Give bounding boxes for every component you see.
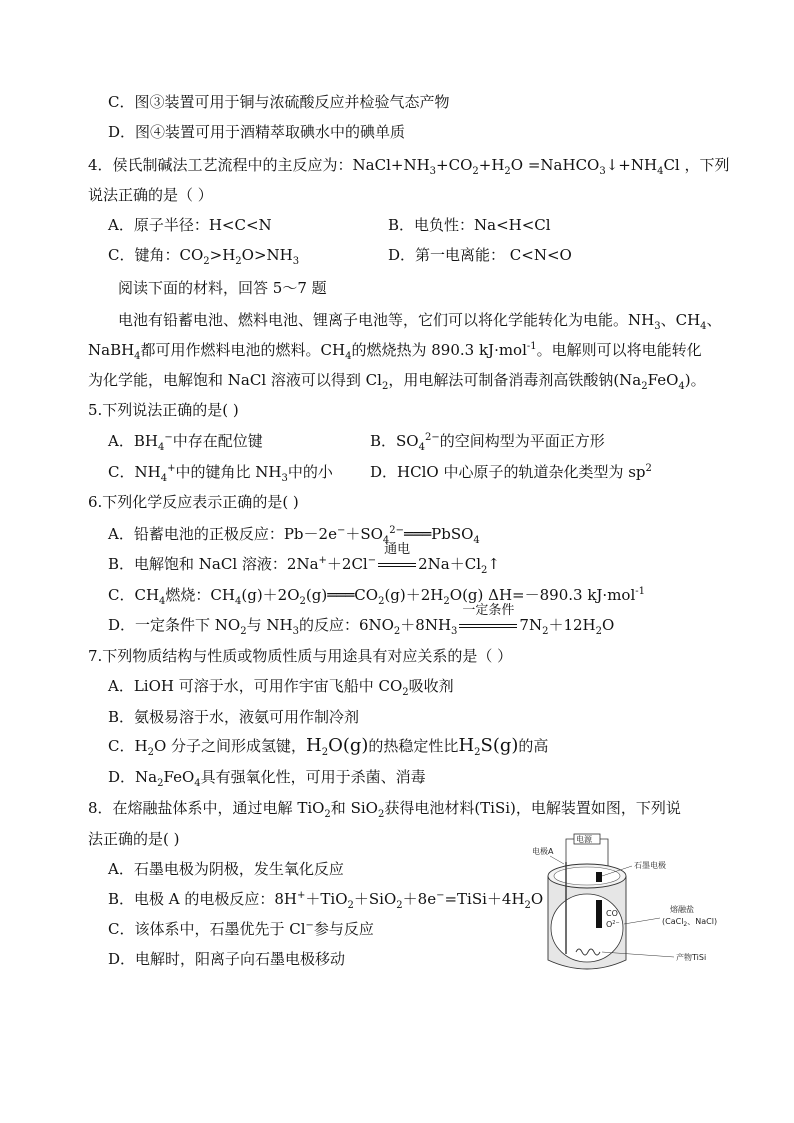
reading-paragraph-line3: 为化学能，电解饱和 NaCl 溶液可以得到 $Cl_2$，用电解法可制备消毒剂高铁酸钠$(Na_2FeO_4)$。 (88, 371, 706, 392)
q5-option-c: C．$NH_4^+$中的键角比 $NH_3$中的小 (108, 463, 333, 484)
graphite-electrode-top (596, 872, 602, 882)
q8-option-d: D．电解时，阳离子向石墨电极移动 (108, 950, 346, 968)
q5-option-b: B．$SO_4^{2-}$的空间构型为平面正方形 (370, 432, 605, 453)
reading-paragraph-line2: NaBH$_4$都可用作燃料电池的燃料。$CH_4$的燃烧热为 890.3 kJ·mol$^{-1}$。电解则可以将电能转化 (88, 341, 702, 362)
reading-paragraph-line1: 电池有铅蓄电池、燃料电池、锂离子电池等，它们可以将化学能转化为电能。$NH_3$、$CH_4$、 (118, 311, 722, 332)
gas-arrow: ↑ (487, 555, 500, 573)
reading-intro: 阅读下面的材料，回答 5～7 题 (118, 279, 327, 297)
q5-option-a: A．$BH_4^-$中存在配位键 (108, 432, 263, 453)
electrolysis-apparatus-diagram (530, 832, 730, 974)
power-source-label: 电源 (576, 835, 592, 844)
molten-salt-label: 熔融盐 (670, 905, 694, 914)
q4-option-c: C．键角：$CO_2>H_2O>NH_3$ (108, 246, 300, 267)
q8-option-a: A．石墨电极为阴极，发生氧化反应 (108, 860, 344, 878)
graphite-electrode (596, 900, 602, 928)
q4-stem-line2: 说法正确的是（ ） (88, 186, 213, 204)
q8-stem-line2: 法正确的是( ) (88, 830, 180, 848)
q7-stem: 7.下列物质结构与性质或物质性质与用途具有对应关系的是（ ） (88, 647, 513, 665)
molten-salt-leader (624, 918, 660, 924)
q5-option-d: D．HClO 中心原子的轨道杂化类型为 $sp^2$ (370, 463, 652, 481)
vessel-rim (554, 867, 620, 885)
q6-option-c: C．$CH_4$燃烧：$CH_4(g)+2O_2(g)═══CO_2(g)+2H_2O(g)$ ΔH=－890.3 kJ·mol$^{-1}$ (108, 586, 646, 607)
q4-option-b: B．电负性：Na<H<Cl (388, 216, 551, 234)
electrode-a-leader (550, 856, 564, 864)
q4-stem: 4．侯氏制碱法工艺流程中的主反应为：$NaCl+NH_3+CO_2+H_2O$ $=NaHCO_3↓+NH_4Cl$ ，下列 (88, 156, 730, 177)
q3-option-c: C．图③装置可用于铜与浓硫酸反应并检验气态产物 (108, 93, 450, 111)
electrode-a-label: 电极A (532, 847, 554, 856)
q5-stem: 5.下列说法正确的是( ) (88, 401, 239, 419)
q6-option-b: B．电解饱和 NaCl 溶液：2Na+＋2Cl− 通电 $2Na+Cl_2↑$ (108, 542, 500, 576)
q4-option-a: A．原子半径：H<C<N (108, 216, 272, 234)
q8-option-b: B．电极 A 的电极反应：$8H^++TiO_2+SiO_2+8e^-=TiSi+4H_2O$ (108, 890, 544, 911)
oxide-ion-label: $O^{2-}$ (606, 920, 620, 929)
q6-option-d: D．一定条件下 $NO_2$与 $NH_3$的反应：$6NO_2+8NH_3$ 一定条件 $7N_2+12H_2O$ (108, 603, 615, 637)
product-tisi-label: 产物TiSi (676, 953, 707, 962)
reaction-condition: 一定条件 (457, 614, 519, 636)
molten-salt-composition: (CaCl$_2$、NaCl) (662, 917, 718, 928)
q6-option-a: A．铅蓄电池的正极反应：$Pb-2e^-+SO_4^{2-}═══PbSO_4$ (108, 525, 480, 546)
co-gas-label: CO (606, 909, 618, 918)
q7-option-b: B．氨极易溶于水，液氨可用作制冷剂 (108, 708, 360, 726)
q7-option-c: C．$H_2O$ 分子之间形成氢键，$H_2O(g)$的热稳定性比$H_2S(g)$的高 (108, 735, 549, 758)
electrolysis-condition: 通电 (376, 553, 418, 575)
q7-option-a: A．LiOH 可溶于水，可用作宇宙飞船中 $CO_2$吸收剂 (108, 677, 454, 698)
q6-stem: 6.下列化学反应表示正确的是( ) (88, 493, 299, 511)
graphite-electrode-label: 石墨电极 (634, 861, 666, 870)
q3-option-d: D．图④装置可用于酒精萃取碘水中的碘单质 (108, 123, 406, 141)
q8-stem: 8．在熔融盐体系中，通过电解 TiO$_2$和 SiO$_2$获得电池材料(TiSi)，电解装置如图，下列说 (88, 799, 681, 820)
q8-option-c: C．该体系中，石墨优先于 Cl−参与反应 (108, 920, 374, 938)
q7-option-d: D．$Na_2FeO_4$具有强氧化性，可用于杀菌、消毒 (108, 768, 426, 789)
q4-option-d: D．第一电离能： C<N<O (388, 246, 572, 264)
